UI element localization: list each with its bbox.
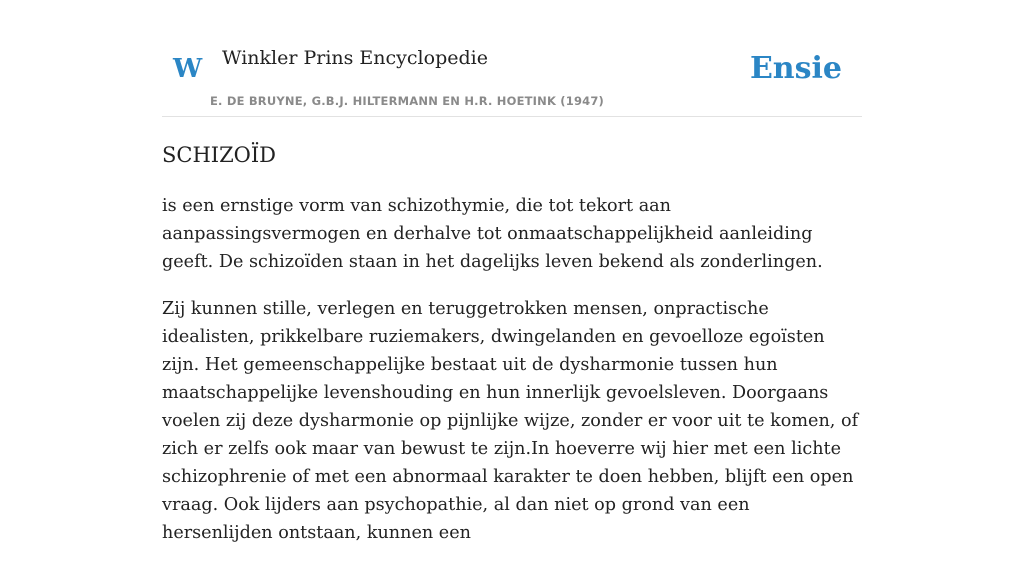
site-header bbox=[162, 0, 862, 117]
source-authors: E. DE BRUYNE, G.B.J. HILTERMANN EN H.R. HOETINK (1947) bbox=[210, 94, 605, 108]
page bbox=[162, 0, 862, 543]
entry-paragraph: is een ernstige vorm van schizothymie, die tot tekort aan aanpassingsvermogen en derhalve tot onmaatschappelijkheid aanleiding geeft. De schizoïden staan in het dagelijks leven bekend als zonderlingen. bbox=[162, 196, 823, 272]
entry-paragraph: Zij kunnen stille, verlegen en teruggetrokken mensen, onpractische idealisten, prikkelbare ruziemakers, dwingelanden en gevoelloze egoïsten zijn. Het gemeenschappelijke bestaat uit de dysharmonie tussen hun maatschappelijke levenshouding en hun innerlijk gevoelsleven. Doorgaans voelen zij deze dysharmonie op pijnlijke wijze, zonder er voor uit te komen, of zich er zelfs ook maar van bewust te zijn.In hoeverre wij hier met een lichte schizophrenie of met een abnormaal karakter te doen hebben, blijft een open vraag. Ook lijders aan psychopathie, al dan niet op grond van een hersenlijden ontstaan, kunnen een bbox=[162, 299, 859, 543]
ensie-logo[interactable]: Ensie bbox=[749, 51, 842, 86]
entry-title: SCHIZOÏD bbox=[162, 143, 277, 167]
entry-body bbox=[162, 192, 862, 566]
wp-logo[interactable]: W bbox=[173, 54, 203, 84]
site-title[interactable]: Winkler Prins Encyclopedie bbox=[222, 47, 488, 69]
